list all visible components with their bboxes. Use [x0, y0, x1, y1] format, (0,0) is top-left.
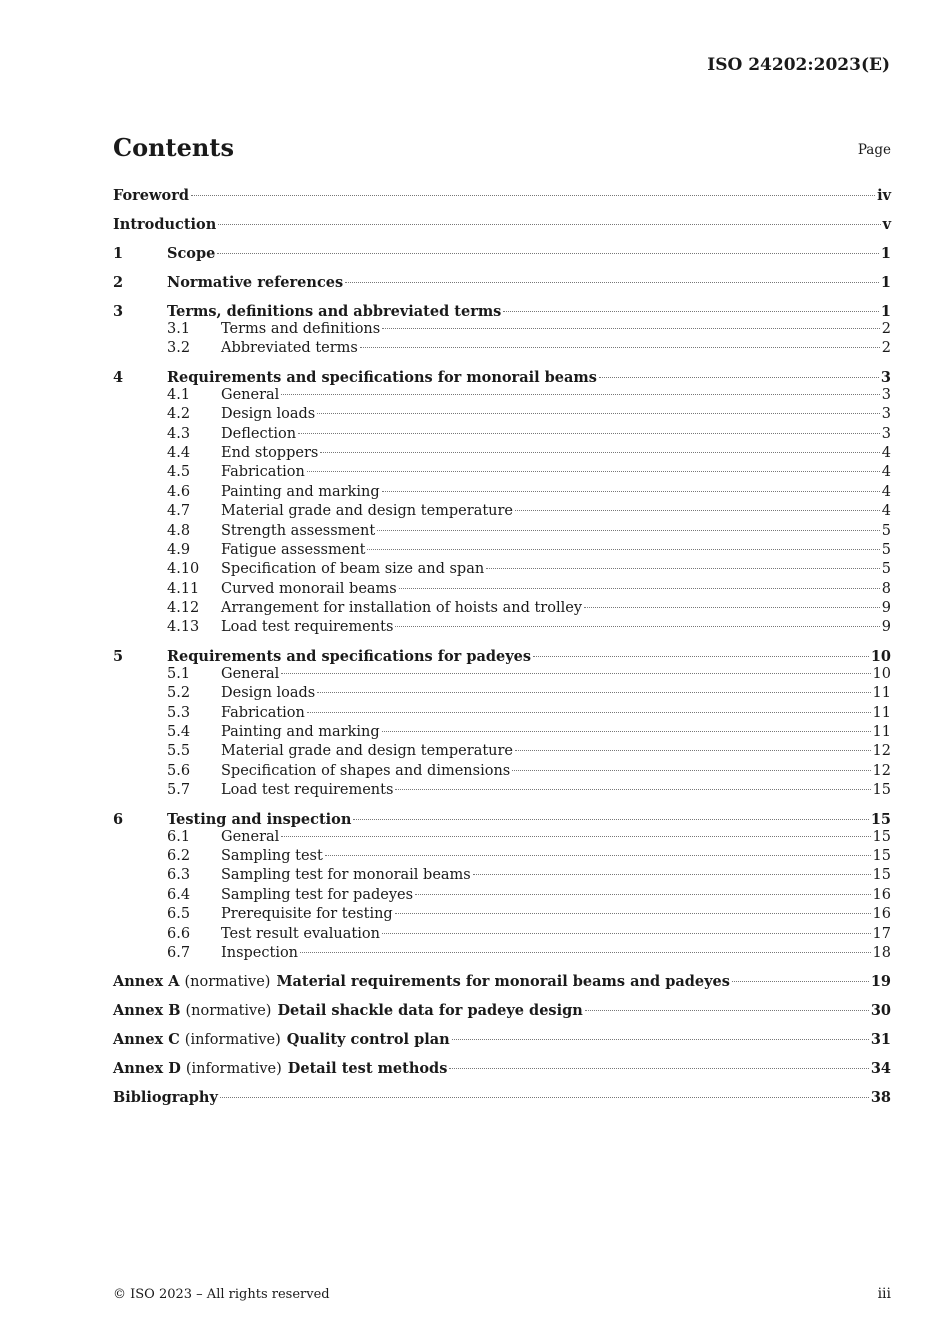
toc-entry-title: Requirements and specifications for padeyes [167, 647, 532, 665]
toc-entry-page: 3 [881, 406, 891, 423]
dot-leader [191, 195, 875, 196]
toc-entry-number: 4.3 [167, 425, 191, 442]
toc-entry[interactable] [113, 320, 891, 339]
toc-entry-number: 3.2 [167, 340, 191, 357]
document-id: ISO 24202:2023(E) [707, 55, 890, 75]
toc-entry-page: 31 [870, 1031, 891, 1049]
toc-entry-title: Terms, definitions and abbreviated terms [167, 303, 502, 320]
toc-entry-title: Foreword [113, 187, 189, 204]
dot-leader [512, 770, 870, 771]
toc-entry[interactable] [113, 866, 891, 885]
dot-leader [382, 491, 880, 492]
copyright-notice: © ISO 2023 – All rights reserved [113, 1287, 330, 1302]
toc-entry-title: Material grade and design temperature [221, 743, 514, 760]
table-of-contents [113, 185, 891, 1116]
toc-entry-number: 6.3 [167, 867, 191, 884]
toc-entry[interactable] [113, 684, 891, 703]
toc-entry-page: 3 [881, 425, 891, 442]
dot-leader [486, 568, 880, 569]
dot-leader [515, 750, 871, 751]
dot-leader [533, 656, 869, 657]
toc-entry-page: 12 [872, 762, 891, 779]
toc-entry-page: 1 [880, 245, 891, 262]
dot-leader [281, 836, 870, 837]
toc-entry-page: 30 [870, 1002, 891, 1020]
toc-entry-page: 5 [881, 541, 891, 558]
toc-entry[interactable] [113, 1029, 891, 1058]
toc-entry[interactable] [113, 1087, 891, 1116]
toc-entry-page: iv [877, 187, 891, 204]
dot-leader [307, 712, 871, 713]
toc-entry-title: Inspection [221, 944, 299, 961]
toc-entry-page: 1 [880, 274, 891, 291]
dot-leader [281, 394, 879, 395]
toc-entry-title: End stoppers [221, 444, 319, 461]
toc-entry-number: 4.10 [167, 561, 200, 578]
toc-entry[interactable] [113, 185, 891, 214]
toc-entry[interactable] [113, 243, 891, 272]
toc-entry[interactable] [113, 502, 891, 521]
toc-entry-page: 10 [872, 665, 891, 682]
annex-label: Annex A [113, 973, 180, 991]
toc-entry-number: 4.6 [167, 483, 191, 500]
toc-entry[interactable] [113, 704, 891, 723]
toc-entry-title: Scope [167, 245, 216, 262]
toc-entry-page: 18 [872, 944, 891, 961]
toc-entry-number: 4 [113, 368, 124, 386]
toc-entry-number: 4.5 [167, 464, 191, 481]
toc-entry[interactable] [113, 463, 891, 482]
toc-entry-number: 5.2 [167, 685, 191, 702]
toc-entry-title: Testing and inspection [167, 810, 352, 828]
annex-kind: (informative) [184, 1032, 281, 1049]
toc-entry-page: 11 [872, 685, 891, 702]
annex-label: Annex B [113, 1002, 181, 1020]
dot-leader [325, 855, 871, 856]
toc-entry[interactable] [113, 618, 891, 637]
toc-entry-title: Sampling test [221, 847, 323, 864]
toc-entry-number: 4.7 [167, 503, 191, 520]
toc-entry-title: Fatigue assessment [221, 541, 366, 558]
toc-entry-page: 2 [881, 321, 891, 337]
toc-entry-number: 4.4 [167, 444, 191, 461]
toc-entry[interactable] [113, 971, 891, 1000]
toc-entry-number: 2 [113, 274, 124, 291]
toc-entry-page: 16 [872, 886, 891, 903]
annex-label: Annex D [113, 1060, 181, 1078]
annex-kind: (normative) [185, 1003, 272, 1020]
toc-entry-title: Painting and marking [221, 483, 380, 500]
toc-entry-title: Terms and definitions [221, 321, 381, 337]
toc-entry-page: v [882, 216, 891, 233]
toc-entry-title: Test result evaluation [221, 925, 380, 942]
dot-leader [584, 607, 880, 608]
toc-entry-title: Sampling test for padeyes [221, 886, 414, 903]
toc-entry-page: 15 [872, 847, 891, 864]
toc-entry-number: 6.1 [167, 828, 191, 845]
toc-entry[interactable] [113, 646, 891, 665]
toc-entry-page: 9 [881, 600, 891, 617]
toc-entry[interactable] [113, 886, 891, 905]
toc-entry-number: 6.5 [167, 906, 191, 923]
toc-entry-page: 4 [881, 464, 891, 481]
toc-entry-number: 4.1 [167, 386, 191, 403]
toc-entry-title: Normative references [167, 274, 344, 291]
dot-leader [360, 347, 880, 348]
dot-leader [218, 224, 880, 225]
dot-leader [599, 377, 879, 378]
toc-entry-number: 5.4 [167, 724, 191, 741]
toc-entry-number: 5.5 [167, 743, 191, 760]
toc-entry-title: Prerequisite for testing [221, 906, 393, 923]
dot-leader [317, 413, 880, 414]
toc-entry-title: Curved monorail beams [221, 580, 397, 597]
toc-entry-page: 3 [881, 386, 891, 403]
toc-entry[interactable] [113, 580, 891, 599]
dot-leader [473, 874, 871, 875]
dot-leader [732, 981, 869, 982]
toc-entry-title: Detail test methods [287, 1060, 448, 1078]
toc-entry-title: Design loads [221, 406, 316, 423]
toc-entry[interactable] [113, 483, 891, 502]
toc-entry-title: Fabrication [221, 464, 305, 481]
annex-label: Annex C [113, 1031, 180, 1049]
toc-entry-number: 5.6 [167, 762, 191, 779]
toc-entry-title: Material requirements for monorail beams and padeyes [276, 973, 730, 991]
toc-entry[interactable] [113, 905, 891, 924]
dot-leader [217, 253, 879, 254]
toc-entry[interactable] [113, 367, 891, 386]
toc-entry[interactable] [113, 339, 891, 358]
toc-entry-page: 1 [880, 303, 891, 320]
toc-entry-page: 16 [872, 906, 891, 923]
toc-entry-page: 5 [881, 522, 891, 539]
dot-leader [395, 789, 870, 790]
dot-leader [353, 819, 868, 820]
toc-entry[interactable] [113, 742, 891, 761]
dot-leader [415, 894, 871, 895]
toc-entry-number: 3.1 [167, 321, 191, 337]
toc-entry-title: Sampling test for monorail beams [221, 867, 471, 884]
toc-entry-title: Fabrication [221, 704, 305, 721]
toc-entry-title: Introduction [113, 216, 217, 233]
dot-leader [367, 549, 879, 550]
toc-entry-title: Painting and marking [221, 724, 380, 741]
toc-entry-title: General [221, 386, 280, 403]
dot-leader [515, 510, 880, 511]
toc-entry-number: 6 [113, 810, 124, 828]
toc-entry[interactable] [113, 723, 891, 742]
toc-entry-page: 3 [880, 368, 891, 386]
annex-kind: (informative) [185, 1061, 282, 1078]
toc-entry[interactable] [113, 762, 891, 781]
toc-entry-number: 6.6 [167, 925, 191, 942]
dot-leader [382, 328, 880, 329]
toc-entry-page: 15 [870, 810, 891, 828]
toc-entry[interactable] [113, 944, 891, 963]
toc-entry[interactable] [113, 301, 891, 320]
dot-leader [320, 452, 879, 453]
toc-entry[interactable] [113, 425, 891, 444]
toc-entry-number: 6.7 [167, 944, 191, 961]
toc-entry-page: 2 [881, 340, 891, 357]
toc-entry[interactable] [113, 522, 891, 541]
toc-entry-title: Design loads [221, 685, 316, 702]
toc-entry[interactable] [113, 599, 891, 618]
toc-entry[interactable] [113, 560, 891, 579]
toc-entry-title: Quality control plan [286, 1031, 450, 1049]
toc-entry-title: Load test requirements [221, 619, 394, 636]
toc-entry-page: 12 [872, 743, 891, 760]
toc-entry-page: 17 [872, 925, 891, 942]
toc-entry[interactable] [113, 272, 891, 301]
toc-entry-page: 11 [872, 724, 891, 741]
dot-leader [377, 530, 880, 531]
dot-leader [449, 1068, 868, 1069]
toc-entry-number: 4.11 [167, 580, 200, 597]
toc-entry[interactable] [113, 405, 891, 424]
toc-entry-number: 4.2 [167, 406, 191, 423]
toc-entry[interactable] [113, 781, 891, 800]
toc-entry-page: 9 [881, 619, 891, 636]
toc-entry[interactable] [113, 444, 891, 463]
page-number: iii [877, 1286, 891, 1302]
toc-entry-title: Bibliography [113, 1089, 218, 1107]
toc-entry-title: Detail shackle data for padeye design [277, 1002, 583, 1020]
toc-entry-page: 4 [881, 483, 891, 500]
dot-leader [317, 692, 870, 693]
page-column-label: Page [857, 142, 891, 158]
toc-entry-page: 15 [872, 782, 891, 799]
toc-entry-number: 4.8 [167, 522, 191, 539]
toc-entry-page: 15 [872, 867, 891, 884]
dot-leader [452, 1039, 869, 1040]
toc-entry-number: 6.4 [167, 886, 191, 903]
toc-entry[interactable] [113, 541, 891, 560]
toc-entry-number: 4.9 [167, 541, 191, 558]
page-title: Contents [113, 133, 234, 162]
toc-entry-page: 8 [881, 580, 891, 597]
toc-entry-page: 38 [870, 1089, 891, 1107]
toc-entry-page: 4 [881, 444, 891, 461]
toc-entry[interactable] [113, 809, 891, 828]
toc-entry-title: Abbreviated terms [221, 340, 358, 357]
dot-leader [382, 933, 871, 934]
toc-entry-number: 6.2 [167, 847, 191, 864]
toc-entry[interactable] [113, 1058, 891, 1087]
toc-entry-title: Arrangement for installation of hoists and trolley [221, 600, 583, 617]
toc-entry-number: 1 [113, 245, 124, 262]
dot-leader [395, 626, 879, 627]
dot-leader [307, 471, 880, 472]
dot-leader [395, 913, 871, 914]
toc-entry-title: Load test requirements [221, 782, 394, 799]
toc-entry[interactable] [113, 214, 891, 243]
toc-entry[interactable] [113, 1000, 891, 1029]
toc-entry-title: General [221, 828, 280, 845]
toc-entry-number: 5.3 [167, 704, 191, 721]
toc-entry-number: 3 [113, 303, 124, 320]
toc-entry-number: 5.7 [167, 782, 191, 799]
dot-leader [298, 433, 880, 434]
toc-entry-number: 5 [113, 647, 124, 665]
dot-leader [281, 673, 870, 674]
toc-entry-page: 10 [870, 647, 891, 665]
toc-entry[interactable] [113, 925, 891, 944]
toc-entry-title: Material grade and design temperature [221, 503, 514, 520]
dot-leader [382, 731, 871, 732]
toc-entry-page: 15 [872, 828, 891, 845]
dot-leader [399, 588, 880, 589]
toc-entry-title: Specification of shapes and dimensions [221, 762, 511, 779]
toc-entry-title: Deflection [221, 425, 297, 442]
toc-entry-title: Requirements and specifications for monorail beams [167, 368, 597, 386]
dot-leader [220, 1097, 869, 1098]
toc-entry-number: 5.1 [167, 665, 191, 682]
toc-entry-number: 4.12 [167, 600, 200, 617]
toc-entry[interactable] [113, 828, 891, 847]
toc-entry-title: General [221, 665, 280, 682]
toc-entry-number: 4.13 [167, 619, 200, 636]
annex-kind: (normative) [184, 974, 271, 991]
toc-entry-title: Specification of beam size and span [221, 561, 485, 578]
toc-entry-page: 11 [872, 704, 891, 721]
toc-entry[interactable] [113, 847, 891, 866]
dot-leader [345, 282, 879, 283]
dot-leader [503, 311, 879, 312]
toc-entry-title: Strength assessment [221, 522, 376, 539]
toc-entry-page: 34 [870, 1060, 891, 1078]
dot-leader [585, 1010, 869, 1011]
toc-entry-page: 4 [881, 503, 891, 520]
toc-entry-page: 5 [881, 561, 891, 578]
toc-entry-page: 19 [870, 973, 891, 991]
dot-leader [300, 952, 871, 953]
